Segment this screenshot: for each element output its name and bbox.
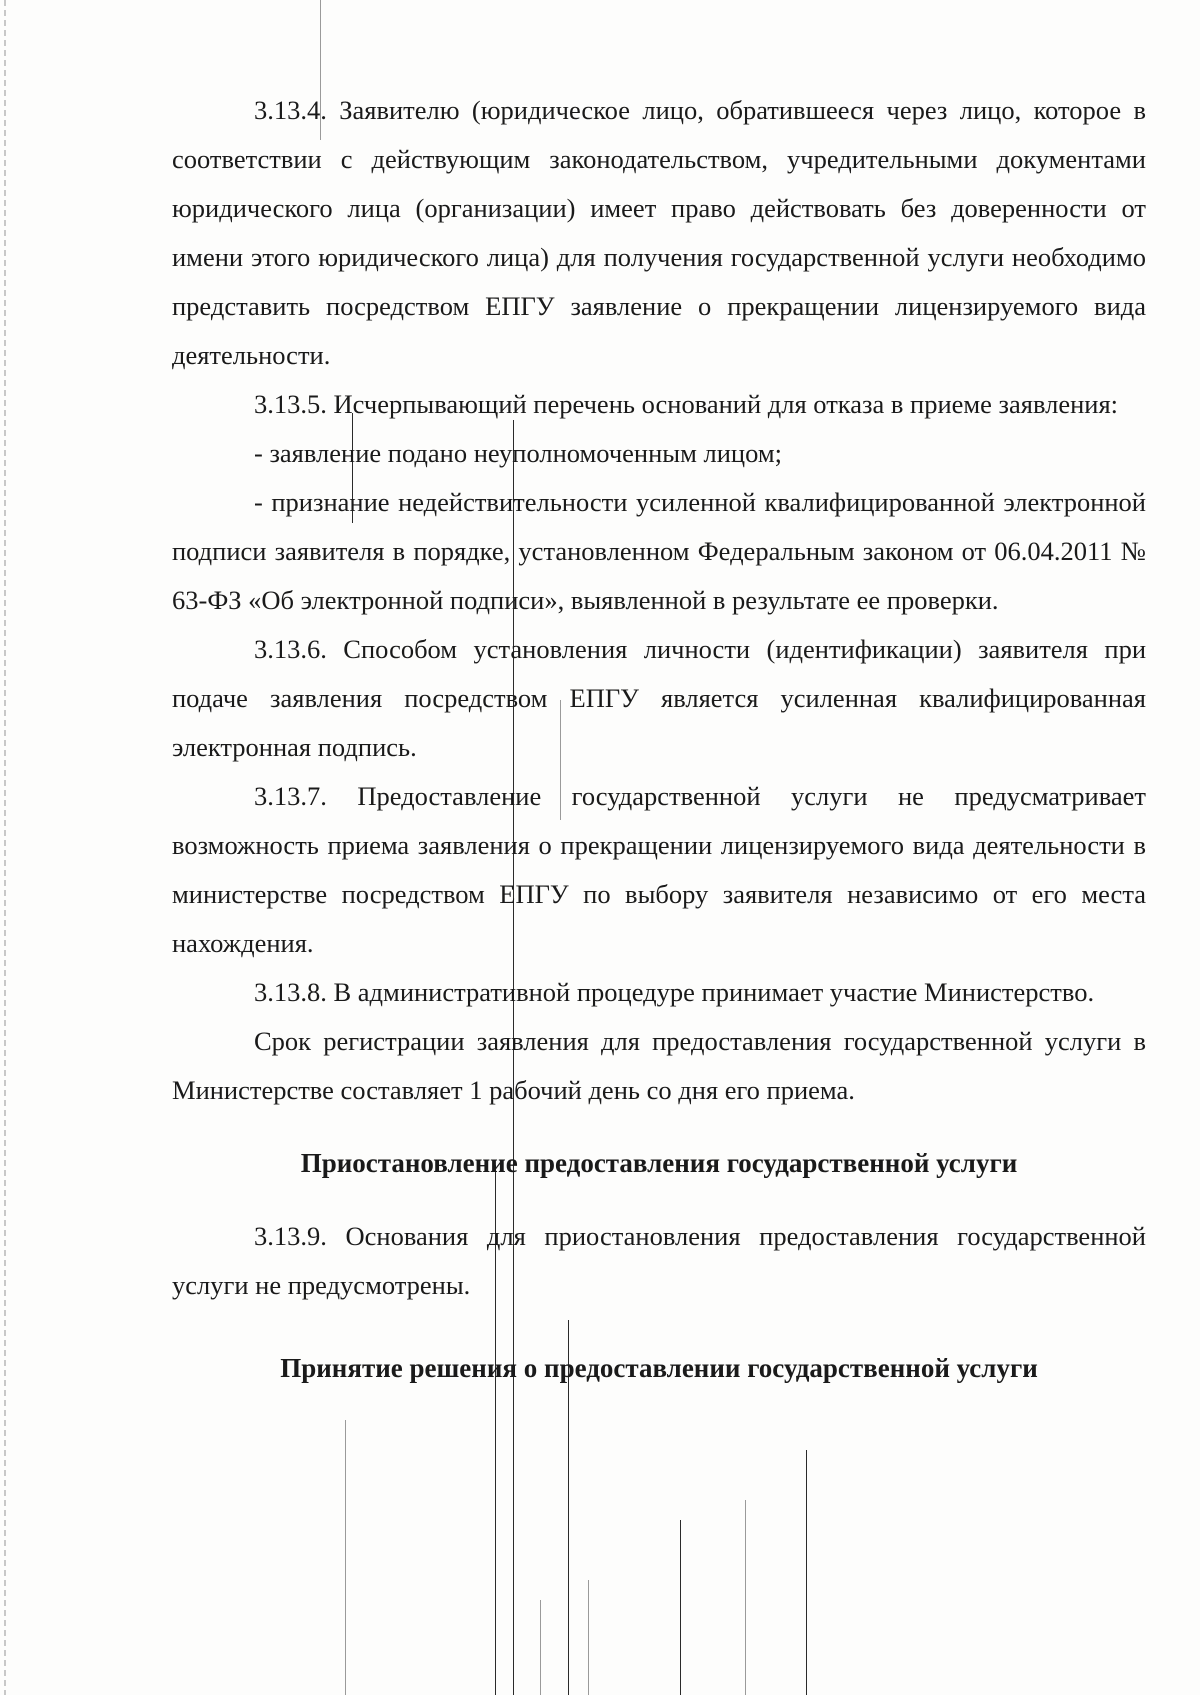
scan-artifact-line: [588, 1580, 589, 1695]
paragraph-3-13-9: 3.13.9. Основания для приостановления предоставления государственной услуги не предусмотрены.: [172, 1221, 1146, 1300]
paragraph-3-13-5: 3.13.5. Исчерпывающий перечень оснований для отказа в приеме заявления:: [254, 389, 1119, 419]
scan-artifact-line: [540, 1600, 541, 1695]
paragraph-3-13-6: 3.13.6. Способом установления личности (идентификации) заявителя при подаче заявления посредством ЕПГУ является усиленная квалифицированная электронная подпись.: [172, 634, 1146, 762]
heading-suspension: Приостановление предоставления государственной услуги: [300, 1148, 1018, 1178]
paragraph-3-13-8: 3.13.8. В административной процедуре принимает участие Министерство.: [254, 977, 1095, 1007]
list-item-invalid-signature: - признание недействительности усиленной квалифицированной электронной подписи заявителя в порядке, установленном Федеральным законом от 06.04.2011 № 63-ФЗ «Об электронной подписи», выявленной в результате ее проверки.: [172, 487, 1146, 615]
paragraph-3-13-4: 3.13.4. Заявителю (юридическое лицо, обратившееся через лицо, которое в соответствии с действующим законодательством, учредительными документами юридического лица (организации) имеет право действовать без доверенности от имени этого юридического лица) для получения государственной услуги необходимо представить посредством ЕПГУ заявление о прекращении лицензируемого вида деятельности.: [172, 95, 1146, 370]
paragraph-registration-term: Срок регистрации заявления для предоставления государственной услуги в Министерстве составляет 1 рабочий день со дня его приема.: [172, 1026, 1146, 1105]
scan-edge: [4, 0, 6, 1695]
scan-artifact-line: [745, 1500, 746, 1695]
scan-artifact-line: [806, 1450, 807, 1695]
heading-decision: Принятие решения о предоставлении государственной услуги: [280, 1353, 1038, 1383]
document-body: [172, 86, 1146, 1393]
paragraph-3-13-7: 3.13.7. Предоставление государственной услуги не предусматривает возможность приема заявления о прекращении лицензируемого вида деятельности в министерстве посредством ЕПГУ по выбору заявителя независимо от его места нахождения.: [172, 781, 1146, 958]
scan-artifact-line: [680, 1520, 681, 1695]
list-item-unauthorized: - заявление подано неуполномоченным лицом;: [254, 438, 782, 468]
scan-artifact-line: [345, 1420, 346, 1695]
